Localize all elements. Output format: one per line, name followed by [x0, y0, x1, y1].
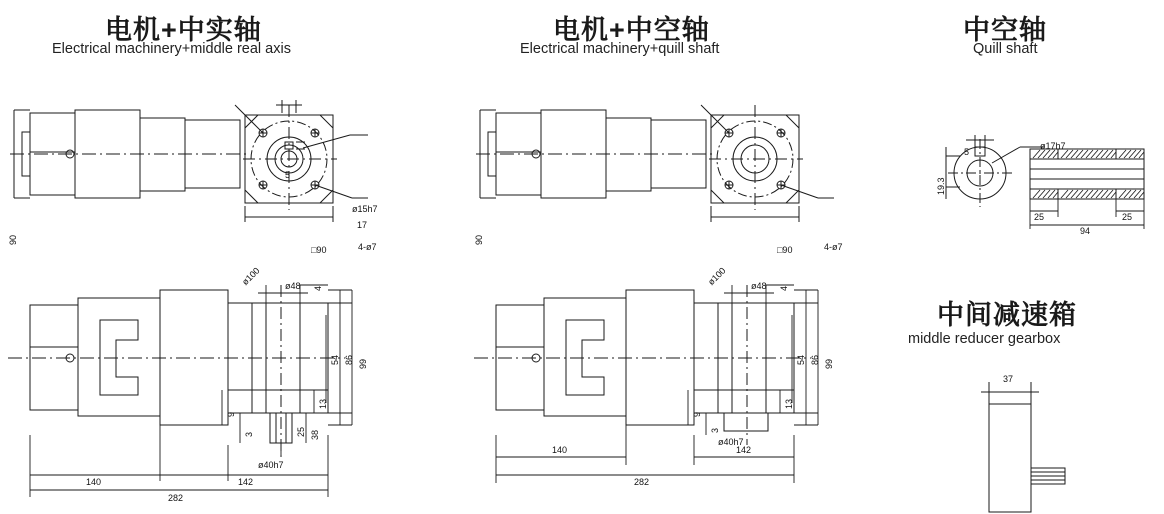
dim-86-col1: 86: [344, 354, 354, 365]
dim-99-col2: 99: [824, 358, 834, 369]
dim-54-col1: 54: [330, 354, 340, 365]
dim-282-col2: 282: [634, 477, 650, 487]
dim-5-col1: 5: [285, 170, 291, 180]
drawing-col3-shaft: [920, 125, 1164, 255]
dim-48-col2: ø48: [751, 281, 767, 291]
drawing-col1-side: [0, 281, 400, 510]
dim-3-col2: 3: [710, 427, 720, 433]
dim-13-col2: 13: [784, 398, 794, 409]
drawing-col2-side: [466, 281, 866, 510]
dim-9-col2: 9: [692, 411, 702, 417]
dim-4x7-col2: 4-ø7: [824, 242, 843, 252]
dim-40h7-col2: ø40h7: [718, 437, 744, 447]
dim-99-col1: 99: [358, 358, 368, 369]
section-title-cn-4: 中间减速箱: [937, 300, 1077, 330]
dim-17-col1: 17: [357, 220, 368, 230]
section-title-cn-3: 中空轴: [963, 15, 1047, 45]
dim-90-left-col1: 90: [8, 234, 18, 245]
dim-94-col3: 94: [1080, 226, 1091, 236]
dim-4x7-col1: 4-ø7: [358, 242, 377, 252]
dim-142-col1: 142: [238, 477, 254, 487]
dim-square90-col1: □90: [311, 245, 327, 255]
dim-square90-col2: □90: [777, 245, 793, 255]
dim-5-col3: 5: [964, 147, 970, 157]
dim-25b-col3: 25: [1122, 212, 1133, 222]
dim-100-col2: ø100: [706, 265, 728, 288]
dim-17h7-col3: ø17h7: [1040, 141, 1066, 151]
drawing-col4-gearbox: [955, 372, 1155, 514]
dim-38-col1: 38: [310, 429, 320, 440]
dim-15h7-col1: ø15h7: [352, 204, 378, 214]
dim-9-col1: 9: [226, 411, 236, 417]
dim-3-col1: 3: [244, 431, 254, 437]
dim-25a-col3: 25: [1034, 212, 1045, 222]
dim-140-col1: 140: [86, 477, 102, 487]
dim-19_3-col3: 19.3: [936, 177, 946, 195]
dim-4-col2: 4: [779, 285, 789, 291]
dim-25-col1: 25: [296, 426, 306, 437]
dim-37-col4: 37: [1003, 374, 1014, 384]
section-title-cn-2: 电机+中空轴: [553, 15, 710, 45]
dim-90-left-col2: 90: [474, 234, 484, 245]
section-title-cn-1: 电机+中实轴: [105, 15, 262, 45]
dim-282-col1: 282: [168, 493, 184, 503]
section-title-en-3: Quill shaft: [973, 41, 1038, 57]
dim-13-col1: 13: [318, 398, 328, 409]
dim-100-col1: ø100: [240, 265, 262, 288]
dim-4-col1: 4: [313, 285, 323, 291]
section-title-en-1: Electrical machinery+middle real axis: [52, 41, 291, 57]
dim-142-col2: 142: [736, 445, 752, 455]
dim-54-col2: 54: [796, 354, 806, 365]
section-title-en-2: Electrical machinery+quill shaft: [520, 41, 720, 57]
dim-40h7-col1: ø40h7: [258, 460, 284, 470]
dim-86-col2: 86: [810, 354, 820, 365]
section-title-en-4: middle reducer gearbox: [908, 331, 1061, 347]
dim-140-col2: 140: [552, 445, 568, 455]
dim-48-col1: ø48: [285, 281, 301, 291]
